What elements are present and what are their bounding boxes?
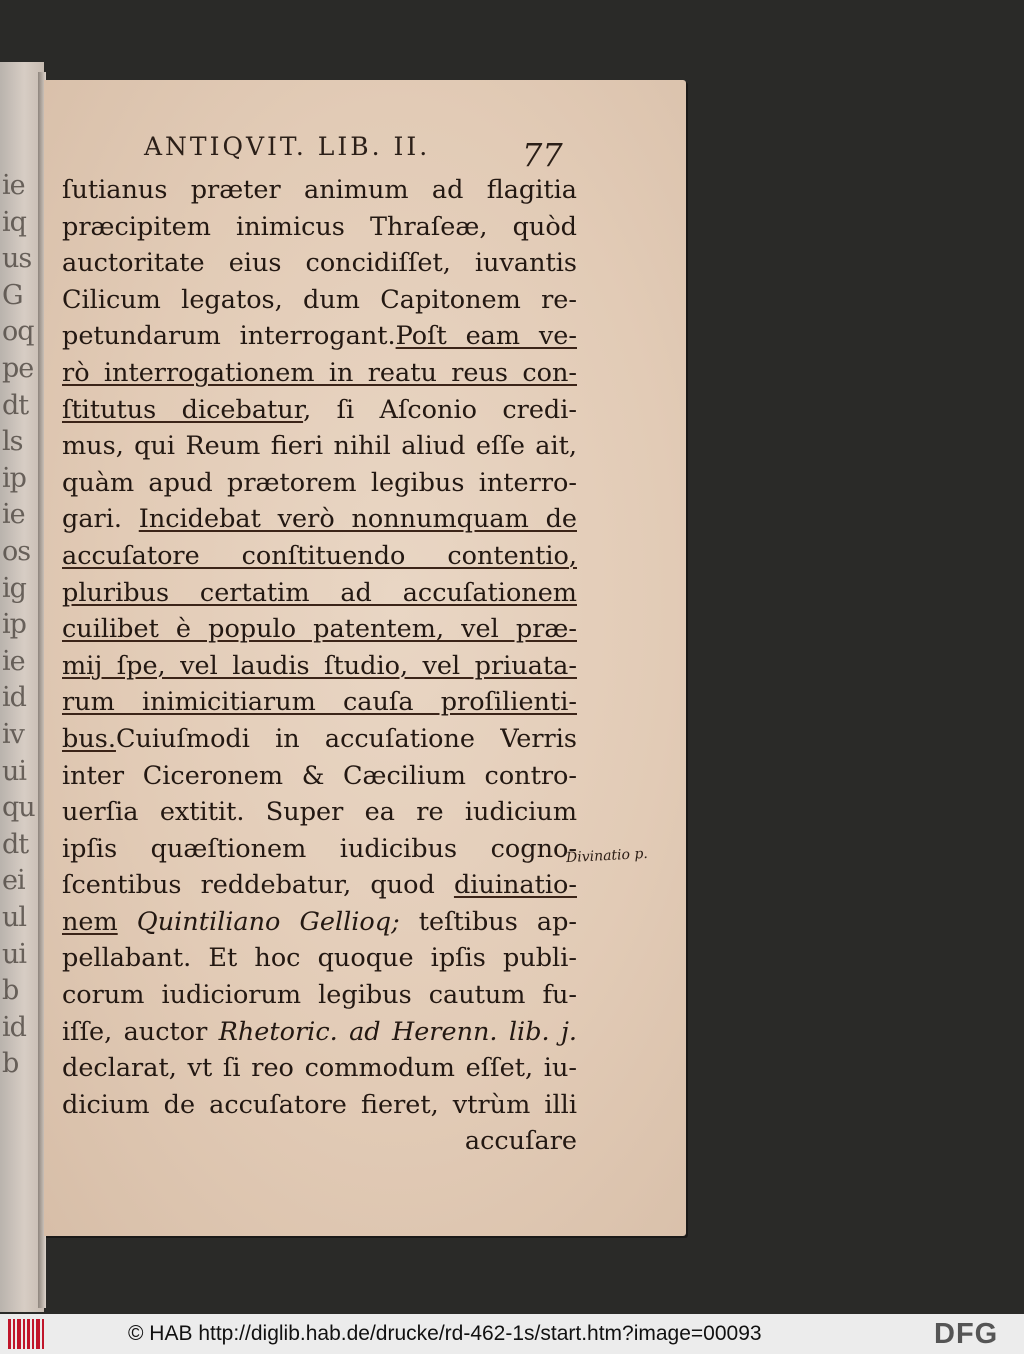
- text-line: [62, 831, 577, 868]
- facing-page-fragment: oq: [2, 316, 34, 348]
- barcode-icon: [8, 1319, 48, 1349]
- facing-page-fragment: ip: [2, 462, 26, 494]
- text-segment: teſtibus ap-: [399, 906, 578, 937]
- text-segment: inter Ciceronem & Cæcilium contro-: [62, 760, 577, 791]
- facing-page-fragment: id: [2, 1011, 26, 1043]
- text-line: [62, 867, 577, 904]
- facing-page-fragment: ui: [2, 755, 27, 787]
- facing-page-fragment: ip: [2, 609, 26, 641]
- text-segment: auctoritate eius concidiſſet, iuvantis: [62, 248, 577, 279]
- underlined-text: ſtitutus dicebatur: [62, 394, 304, 425]
- facing-page-fragment: b: [2, 975, 19, 1007]
- text-line: [62, 721, 577, 758]
- text-segment: corum iudiciorum legibus cautum fu-: [62, 980, 577, 1011]
- text-line: [62, 1087, 577, 1124]
- text-segment: iſſe, auctor: [62, 1016, 219, 1047]
- book-page: [44, 80, 686, 1236]
- footer-bar: [0, 1314, 1024, 1354]
- text-line: [62, 575, 577, 612]
- text-block: [62, 172, 577, 1160]
- facing-page-fragment: id: [2, 682, 26, 714]
- text-line: [62, 209, 577, 246]
- text-line: [62, 648, 577, 685]
- text-segment: declarat, vt ſi reo commodum eſſet, iu-: [62, 1053, 577, 1084]
- text-line: [62, 465, 577, 502]
- underlined-text: nem: [62, 906, 118, 937]
- text-line: [62, 501, 577, 538]
- text-segment: mus, qui Reum fieri nihil aliud eſſe ait,: [62, 431, 577, 462]
- facing-page-fragment: ig: [2, 572, 26, 604]
- text-line: [62, 794, 577, 831]
- text-segment: dicium de accuſatore fieret, vtrùm illi: [62, 1089, 577, 1120]
- text-line: [62, 1123, 577, 1160]
- underlined-text: rò interrogationem in reatu reus con-: [62, 357, 577, 388]
- facing-page-fragment: ui: [2, 938, 27, 970]
- text-segment: Cuiuſmodi in accuſatione Verris: [115, 723, 577, 754]
- facing-page-fragment: dt: [2, 828, 29, 860]
- text-segment: uerſia extitit. Super ea re iudicium: [62, 797, 577, 828]
- text-line: [62, 1050, 577, 1087]
- text-line: [62, 355, 577, 392]
- facing-page-fragment: ei: [2, 865, 25, 897]
- facing-page-fragment: ul: [2, 902, 27, 933]
- text-line: [62, 611, 577, 648]
- text-segment: præcipitem inimicus Thraſeæ, quòd: [62, 211, 577, 242]
- underlined-text: rum inimicitiarum cauſa proſilienti-: [62, 687, 577, 718]
- text-segment: ſutianus præter animum ad flagitia: [62, 175, 577, 205]
- text-line: [62, 940, 577, 977]
- facing-page-fragment: pe: [2, 353, 34, 384]
- text-line: [62, 172, 577, 209]
- text-line: [62, 1014, 577, 1051]
- text-line: [62, 684, 577, 721]
- facing-page-fragment: us: [2, 243, 32, 275]
- text-line: [62, 758, 577, 795]
- text-segment: , ſi Aſconio credi-: [303, 394, 578, 425]
- underlined-text: diuinatio-: [453, 870, 577, 901]
- text-line: [62, 282, 577, 319]
- underlined-text: pluribus certatim ad accuſationem: [62, 577, 577, 608]
- facing-page-fragment: qu: [2, 792, 35, 824]
- text-segment: gari.: [62, 504, 139, 535]
- text-segment: quàm apud prætorem legibus interro-: [62, 467, 577, 498]
- facing-page-fragment: dt: [2, 389, 29, 421]
- underlined-text: Poſt eam ve-: [395, 321, 577, 352]
- text-segment: petundarum interrogant.: [62, 321, 396, 352]
- handwritten-margin-note: Divinatio p.: [565, 845, 649, 867]
- text-line: [62, 392, 577, 429]
- underlined-text: cuilibet è populo patentem, vel præ-: [62, 614, 577, 645]
- dfg-logo: DFG: [934, 1318, 999, 1350]
- facing-page-fragment: ls: [2, 426, 23, 458]
- facing-page-fragment: G: [2, 279, 23, 311]
- facing-page-fragment: iq: [2, 206, 26, 238]
- text-segment: accuſare: [464, 1126, 577, 1157]
- text-segment: ſcentibus reddebatur, quod: [62, 870, 454, 901]
- text-line: [62, 428, 577, 465]
- underlined-text: Incidebat verò nonnumquam de: [138, 504, 577, 535]
- running-head: ANTIQVIT. LIB. II.: [144, 132, 431, 161]
- facing-page-fragment: ie: [2, 170, 25, 201]
- text-segment: Cilicum legatos, dum Capitonem re-: [62, 284, 577, 315]
- underlined-text: accuſatore conſtituendo contentio,: [62, 540, 577, 571]
- text-line: [62, 904, 577, 941]
- text-segment: [118, 907, 137, 937]
- text-segment: pellabant. Et hoc quoque ipſis publi-: [62, 943, 577, 974]
- page-number: 77: [522, 136, 563, 174]
- italic-text: Quintiliano Gellioq;: [136, 906, 400, 937]
- facing-page-fragment: ie: [2, 499, 25, 531]
- facing-page-fragment: os: [2, 536, 31, 567]
- text-line: [62, 977, 577, 1014]
- facing-page-fragment: iv: [2, 719, 24, 750]
- underlined-text: bus.: [62, 723, 116, 754]
- underlined-text: mij ſpe, vel laudis ſtudio, vel priuata-: [62, 650, 577, 681]
- text-line: [62, 538, 577, 575]
- text-segment: ipſis quæſtionem iudicibus cogno-: [62, 833, 577, 864]
- text-line: [62, 245, 577, 282]
- copyright-link[interactable]: © HAB http://diglib.hab.de/drucke/rd-462-1s/start.htm?image=00093: [128, 1322, 762, 1345]
- facing-page-fragment: b: [2, 1048, 19, 1080]
- italic-text: Rhetoric. ad Herenn. lib. j.: [218, 1016, 577, 1047]
- facing-page-fragment: ie: [2, 645, 25, 677]
- text-line: [62, 318, 577, 355]
